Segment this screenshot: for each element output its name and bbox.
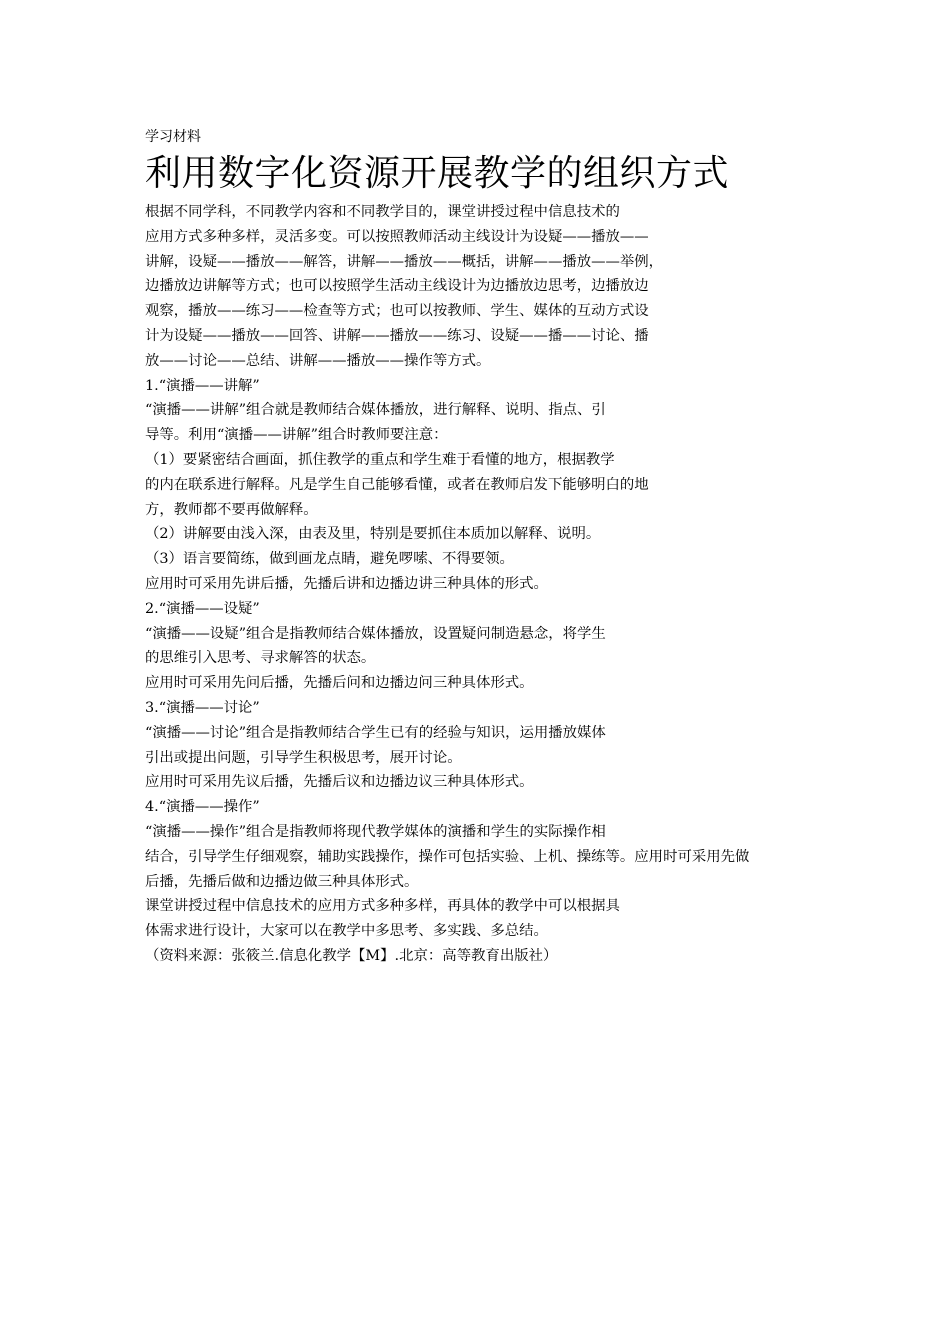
section-heading: 4.“演播——操作” — [145, 799, 260, 816]
paragraph-line: “演播——操作”组合是指教师将现代教学媒体的演播和学生的实际操作相 — [145, 823, 606, 840]
paragraph-line: 后播，先播后做和边播边做三种具体形式。 — [145, 873, 419, 890]
section-heading: 3.“演播——讨论” — [145, 699, 260, 716]
paragraph-line: 课堂讲授过程中信息技术的应用方式多种多样，再具体的教学中可以根据具 — [145, 898, 620, 915]
section-heading: 1.“演播——讲解” — [145, 377, 260, 394]
paragraph-line: 的思维引入思考、寻求解答的状态。 — [145, 650, 376, 667]
list-item-line: （1）要紧密结合画面，抓住教学的重点和学生难于看懂的地方，根据教学 — [145, 451, 615, 468]
document-title: 利用数字化资源开展教学的组织方式 — [145, 153, 730, 194]
paragraph-line: 边播放边讲解等方式；也可以按照学生活动主线设计为边播放边思考，边播放边 — [145, 278, 649, 295]
list-item-line: 的内在联系进行解释。凡是学生自己能够看懂，或者在教师启发下能够明白的地 — [145, 476, 649, 493]
paragraph-line: 引出或提出问题，引导学生积极思考，展开讨论。 — [145, 749, 462, 766]
body-text — [145, 200, 825, 969]
paragraph-line: 结合，引导学生仔细观察，辅助实践操作，操作可包括实验、上机、操练等。应用时可采用先做 — [145, 848, 750, 865]
paragraph-line: 应用时可采用先讲后播，先播后讲和边播边讲三种具体的形式。 — [145, 575, 548, 592]
paragraph-line: 体需求进行设计，大家可以在教学中多思考、多实践、多总结。 — [145, 923, 548, 940]
header-label: 学习材料 — [145, 129, 201, 145]
list-item-line: （2）讲解要由浅入深，由表及里，特别是要抓住本质加以解释、说明。 — [145, 526, 601, 543]
paragraph-line: “演播——讨论”组合是指教师结合学生已有的经验与知识，运用播放媒体 — [145, 724, 606, 741]
paragraph-line: 根据不同学科，不同教学内容和不同教学目的，课堂讲授过程中信息技术的 — [145, 204, 620, 220]
paragraph-line: 应用方式多种多样，灵活多变。可以按照教师活动主线设计为设疑——播放—— — [145, 228, 649, 245]
paragraph-line: 应用时可采用先问后播，先播后问和边播边问三种具体形式。 — [145, 675, 534, 692]
paragraph-line: 观察，播放——练习——检查等方式；也可以按教师、学生、媒体的互动方式设 — [145, 303, 649, 320]
paragraph-line: 计为设疑——播放——回答、讲解——播放——练习、设疑——播——讨论、播 — [145, 327, 649, 344]
paragraph-line: “演播——设疑”组合是指教师结合媒体播放，设置疑问制造悬念，将学生 — [145, 625, 606, 642]
list-item-line: （3）语言要简练，做到画龙点睛，避免啰嗦、不得要领。 — [145, 551, 514, 568]
paragraph-line: 讲解，设疑——播放——解答，讲解——播放——概括，讲解——播放——举例， — [145, 253, 664, 270]
section-heading: 2.“演播——设疑” — [145, 600, 260, 617]
paragraph-line: “演播——讲解”组合就是教师结合媒体播放，进行解释、说明、指点、引 — [145, 402, 606, 419]
list-item-line: 方，教师都不要再做解释。 — [145, 501, 318, 518]
paragraph-line: 导等。利用“演播——讲解”组合时教师要注意： — [145, 427, 448, 444]
paragraph-line: 放——讨论——总结、讲解——播放——操作等方式。 — [145, 352, 491, 369]
source-citation: （资料来源：张筱兰.信息化教学【M】.北京：高等教育出版社） — [145, 947, 558, 964]
paragraph-line: 应用时可采用先议后播，先播后议和边播边议三种具体形式。 — [145, 774, 534, 791]
